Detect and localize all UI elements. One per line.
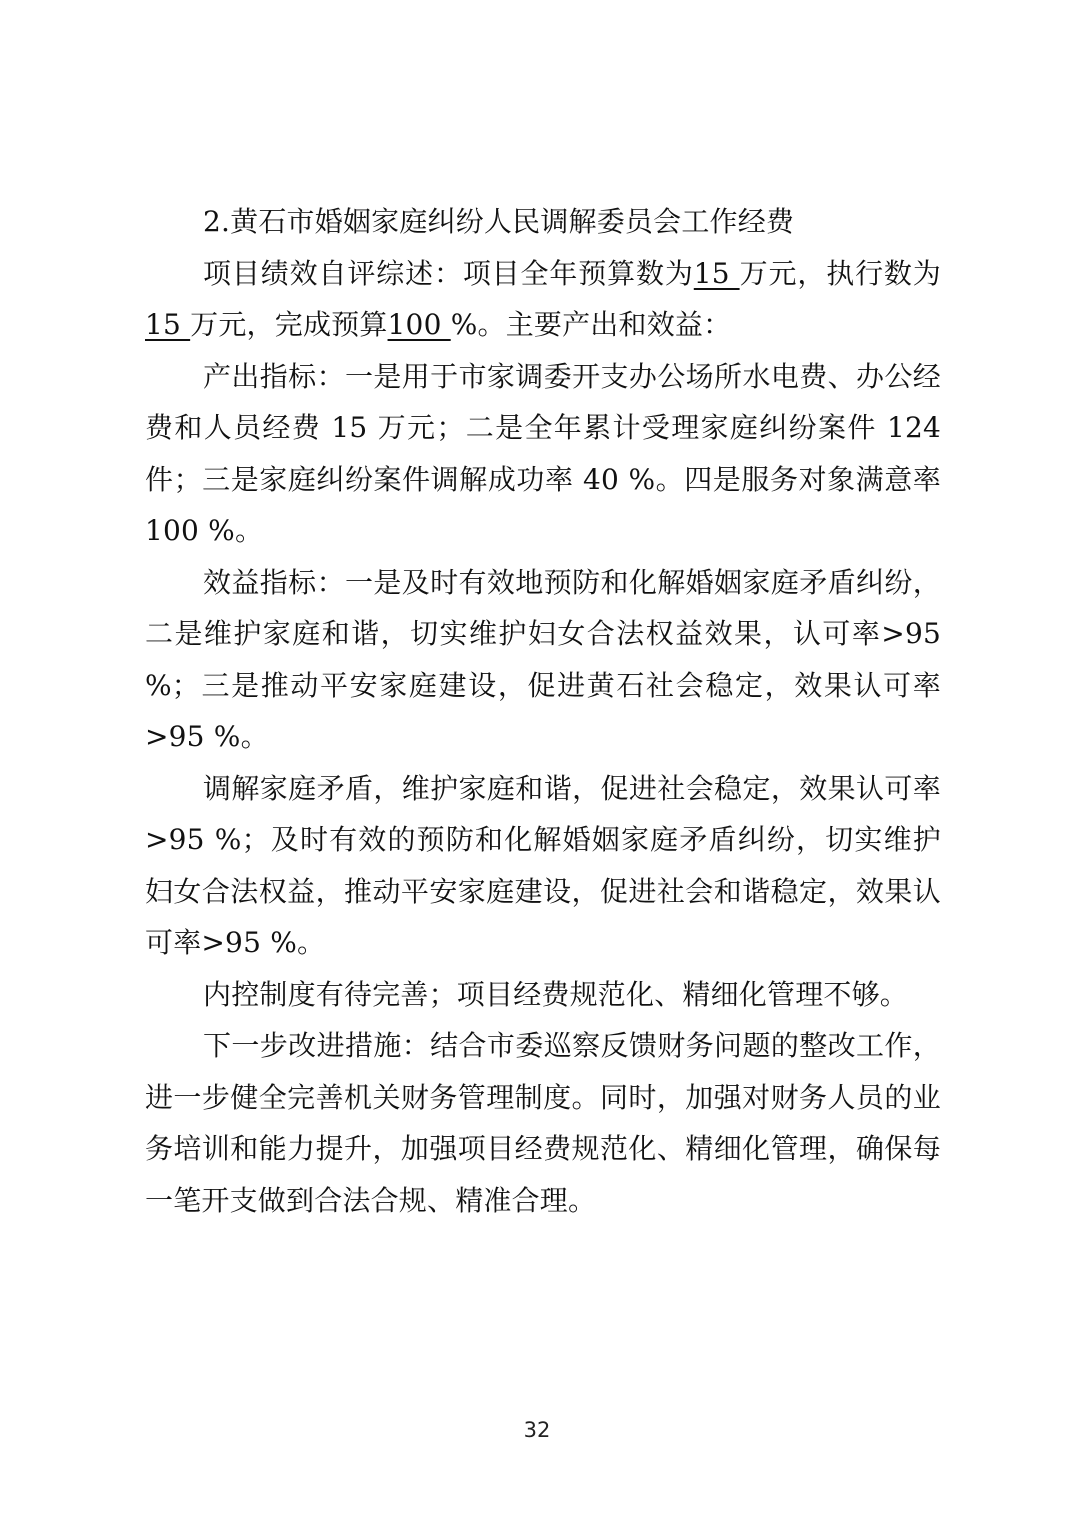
document-body	[145, 196, 941, 1226]
summary-text-b: 万元，执行数为	[739, 256, 942, 290]
completion-rate: 100	[387, 308, 451, 341]
summary-text-a: 项目绩效自评综述：项目全年预算数为	[203, 256, 694, 290]
executed-amount: 15	[145, 308, 191, 341]
budget-amount: 15	[693, 256, 740, 290]
summary-paragraph	[145, 248, 941, 351]
mediation-paragraph: 调解家庭矛盾，维护家庭和谐，促进社会稳定，效果认可率>95 %；及时有效的预防和化解婚姻家庭矛盾纠纷，切实维护妇女合法权益，推动平安家庭建设，促进社会和谐稳定，效果认可率>95 %。	[145, 771, 941, 959]
summary-text-c: 万元，完成预算	[190, 308, 388, 341]
output-indicators-paragraph: 产出指标：一是用于市家调委开支办公场所水电费、办公经费和人员经费 15 万元；二是全年累计受理家庭纠纷案件 124 件；三是家庭纠纷案件调解成功率 40 %。四是服务对象满意率 100 %。	[145, 359, 941, 547]
summary-text-d: %。主要产出和效益：	[450, 308, 732, 341]
improvement-paragraph: 下一步改进措施：结合市委巡察反馈财务问题的整改工作，进一步健全完善机关财务管理制度。同时，加强对财务人员的业务培训和能力提升，加强项目经费规范化、精细化管理，确保每一笔开支做到合法合规、精准合理。	[145, 1029, 941, 1217]
page-number: 32	[523, 1418, 551, 1442]
issues-paragraph: 内控制度有待完善；项目经费规范化、精细化管理不够。	[203, 977, 909, 1011]
benefit-indicators-paragraph: 效益指标：一是及时有效地预防和化解婚姻家庭矛盾纠纷，二是维护家庭和谐，切实维护妇女合法权益效果，认可率>95 %；三是推动平安家庭建设，促进黄石社会稳定，效果认可率>95 %。	[145, 565, 941, 753]
section-title: 2.黄石市婚姻家庭纠纷人民调解委员会工作经费	[203, 205, 795, 238]
